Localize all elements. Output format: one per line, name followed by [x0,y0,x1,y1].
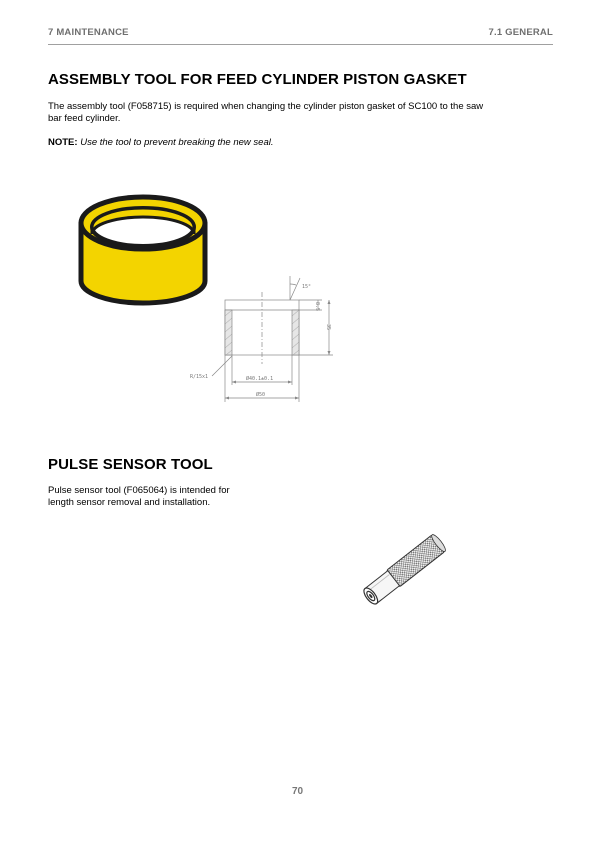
note [48,137,274,149]
outer-diameter-label: Ø50 [256,392,266,398]
description-line-1: The assembly tool (F058715) is required when changing the cylinder piston gasket of SC100 to the saw [48,101,484,112]
chapter-title: 7 MAINTENANCE [48,27,129,38]
page-header [48,27,553,45]
height-small-label: 8.5 [314,302,320,312]
description-line-2: bar feed cylinder. [48,112,121,124]
inner-diameter-label: Ø40.1±0.1 [246,376,274,382]
note-label: NOTE: [48,137,78,148]
assembly-tool-3d-image [78,188,208,316]
pulse-description-line-2: length sensor removal and installation. [48,496,211,508]
pulse-description-line-1: Pulse sensor tool (F065064) is intended for [48,485,230,496]
note-text: Use the tool to prevent breaking the new seal. [80,137,274,148]
pulse-sensor-tool-heading: PULSE SENSOR TOOL [48,456,213,473]
chamfer-label: R/15x1 [190,374,209,380]
assembly-tool-description [48,101,483,124]
pulse-sensor-tool-description [48,485,230,508]
section-title: 7.1 GENERAL [488,27,553,38]
page-number: 70 [291,786,304,797]
angle-label: 15° [302,284,312,290]
pulse-sensor-tool-image [352,532,452,610]
assembly-tool-heading: ASSEMBLY TOOL FOR FEED CYLINDER PISTON GASKET [48,71,467,88]
height-total-label: 35 [325,324,331,331]
assembly-tool-technical-drawing [190,272,350,412]
